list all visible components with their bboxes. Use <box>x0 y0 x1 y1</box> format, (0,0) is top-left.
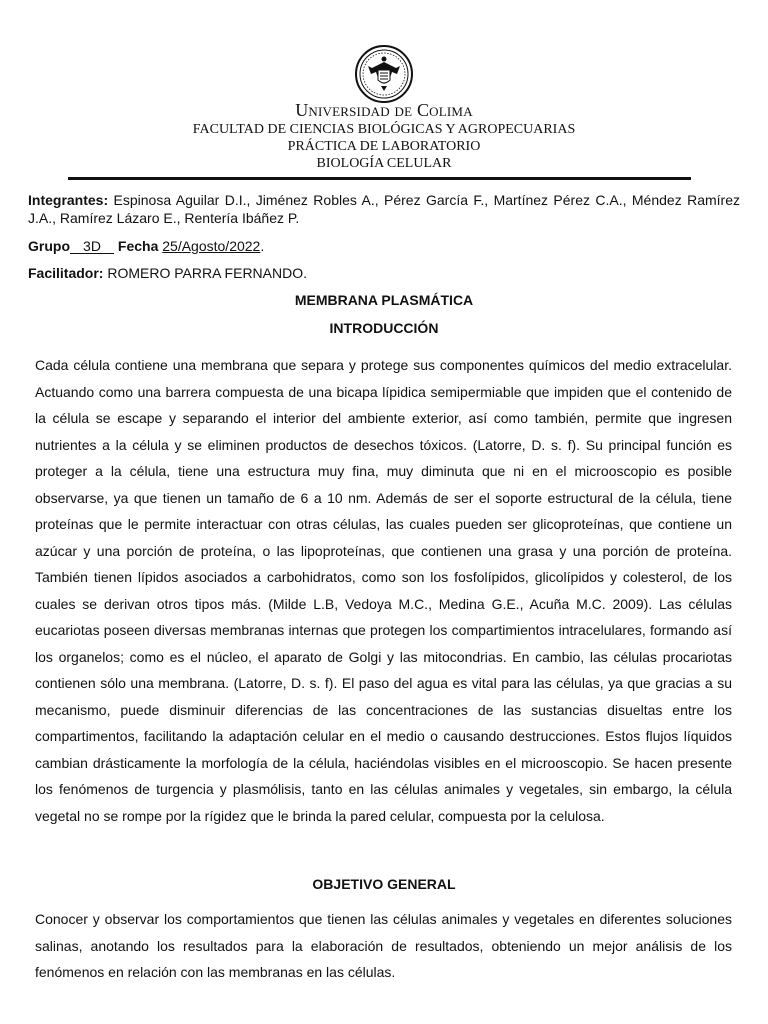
intro-paragraph: Cada célula contiene una membrana que separa y protege sus componentes químicos del medio extracelular. Actuando como una barrera compuesta de una bicapa lípidica semipermiable que impiden que el contenido de la célula se escape y separando el interior del ambiente exterior, así como también, permite que ingresen nutrientes a la célula y se eliminen productos de desechos tóxicos. (Latorre, D. s. f). Su principal función es proteger a la célula, tiene una estructura muy fina, muy diminuta que ni en el microoscopio es posible observarse, ya que tienen un tamaño de 6 a 10 nm. Además de ser el soporte estructural de la célula, tiene proteínas que le permite interactuar con otras células, las cuales pueden ser glicoproteínas, que contiene un azúcar y una porción de proteína, o las lipoproteínas, que contienen una grasa y una porción de proteína. También tienen lípidos asociados a carbohidratos, como son los fosfolípidos, glicolípidos y colesterol, de los cuales se derivan otros tipos más. (Milde L.B, Vedoya M.C., Medina G.E., Acuña M.C. 2009). Las células eucariotas poseen diversas membranas internas que protegen los compartimientos intracelulares, formando así los organelos; como es el núcleo, el aparato de Golgi y las mitocondrias. En cambio, las células procariotas contienen sólo una membrana. (Latorre, D. s. f). El paso del agua es vital para las células, ya que gracias a su mecanismo, puede disminuir diferencias de las concentraciones de las sustancias disueltas entre los compartimentos, facilitando la adaptación celular en el medio o causando destrucciones. Estos flujos líquidos cambian drásticamente la morfología de la célula, haciéndolas visibles en el microoscopio. Se hacen presente los fenómenos de turgencia y plasmólisis, tanto en las células animales y vegetales, sin embargo, la célula vegetal no se rompe por la rígidez que le brinda la pared celular, compuesta por la celulosa. <box>35 357 732 824</box>
subject-name: BIOLOGÍA CELULAR <box>316 156 452 171</box>
university-name: Universidad de Colima <box>295 100 473 120</box>
objective-paragraph: Conocer y observar los comportamientos que tienen las células animales y vegetales en diferentes soluciones salinas, anotando los resultados para la elaboración de resultados, obteniendo un mejor análisis de los fenómenos en relación con las membranas en las células. <box>35 911 732 980</box>
header-divider <box>68 177 691 180</box>
group-label: Grupo <box>28 238 70 254</box>
facilitator-line <box>28 264 740 282</box>
faculty-name: FACULTAD DE CIENCIAS BIOLÓGICAS Y AGROPECUARIAS <box>192 122 576 137</box>
members-label: Integrantes: <box>28 192 109 208</box>
date-suffix: . <box>260 238 265 254</box>
members-list: Espinosa Aguilar D.I., Jiménez Robles A., Pérez García F., Martínez Pérez C.A., Méndez Ramírez J.A., Ramírez Lázaro E., Rentería Ibáñez P. <box>28 192 740 226</box>
document-title: MEMBRANA PLASMÁTICA <box>294 292 474 308</box>
date-value: 25/Agosto/2022 <box>162 238 261 254</box>
members-line <box>28 191 740 227</box>
facilitator-label: Facilitador: <box>28 265 104 281</box>
university-seal-logo <box>354 44 414 104</box>
intro-heading: INTRODUCCIÓN <box>329 320 439 336</box>
group-value: 3D <box>70 239 114 254</box>
objective-heading: OBJETIVO GENERAL <box>312 876 456 892</box>
group-date-line <box>28 237 740 255</box>
facilitator-name: ROMERO PARRA FERNANDO. <box>107 265 308 281</box>
practice-label: PRÁCTICA DE LABORATORIO <box>287 139 481 154</box>
date-label: Fecha <box>117 238 159 254</box>
